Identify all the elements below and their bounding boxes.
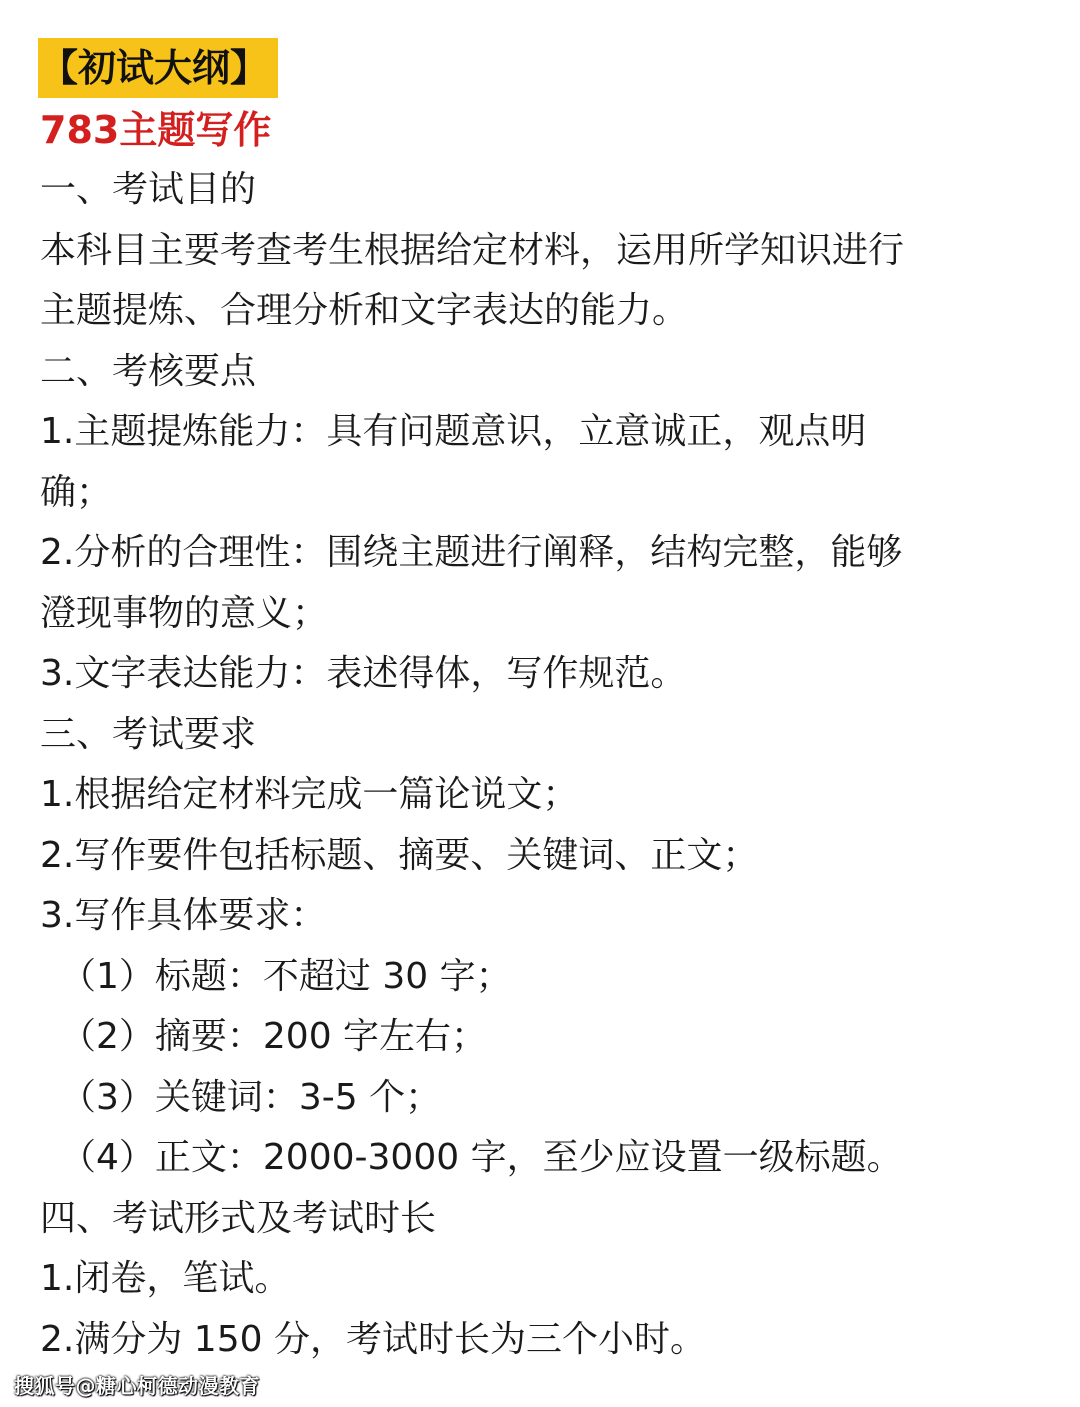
paragraph-line: 本科目主要考查考生根据给定材料，运用所学知识进行 — [40, 229, 905, 271]
list-item: 1.根据给定材料完成一篇论说文； — [40, 774, 579, 815]
list-item: 3.写作具体要求： — [40, 895, 327, 936]
list-item: 1.闭卷，笔试。 — [40, 1258, 291, 1299]
sub-list-item: （3）关键词：3-5 个； — [60, 1076, 442, 1118]
list-item: 1.主题提炼能力：具有问题意识，立意诚正，观点明 — [40, 411, 867, 452]
sub-list-item: （2）摘要：200 字左右； — [60, 1016, 488, 1057]
list-item: 2.分析的合理性：围绕主题进行阐释，结构完整，能够 — [40, 532, 903, 573]
sub-list-item: （4）正文：2000-3000 字，至少应设置一级标题。 — [60, 1137, 903, 1178]
subject-title: 783主题写作 — [40, 108, 272, 152]
list-item: 3.文字表达能力：表述得体，写作规范。 — [40, 653, 687, 694]
heading-purpose: 一、考试目的 — [40, 169, 257, 210]
heading-key-points: 二、考核要点 — [40, 350, 257, 392]
document-body — [40, 38, 1050, 1370]
heading-requirements: 三、考试要求 — [40, 713, 257, 755]
list-item: 2.满分为 150 分，考试时长为三个小时。 — [40, 1318, 706, 1360]
section-tag: 【初试大纲】 — [38, 38, 278, 98]
paragraph-line: 主题提炼、合理分析和文字表达的能力。 — [40, 290, 689, 331]
list-item-continuation: 确； — [40, 471, 113, 513]
heading-format-duration: 四、考试形式及考试时长 — [40, 1197, 437, 1239]
watermark-text: 搜狐号@糖心柯德动漫教育 — [14, 1374, 260, 1398]
list-item-continuation: 澄现事物的意义； — [40, 592, 329, 634]
list-item: 2.写作要件包括标题、摘要、关键词、正文； — [40, 834, 759, 876]
sub-list-item: （1）标题：不超过 30 字； — [60, 955, 512, 997]
